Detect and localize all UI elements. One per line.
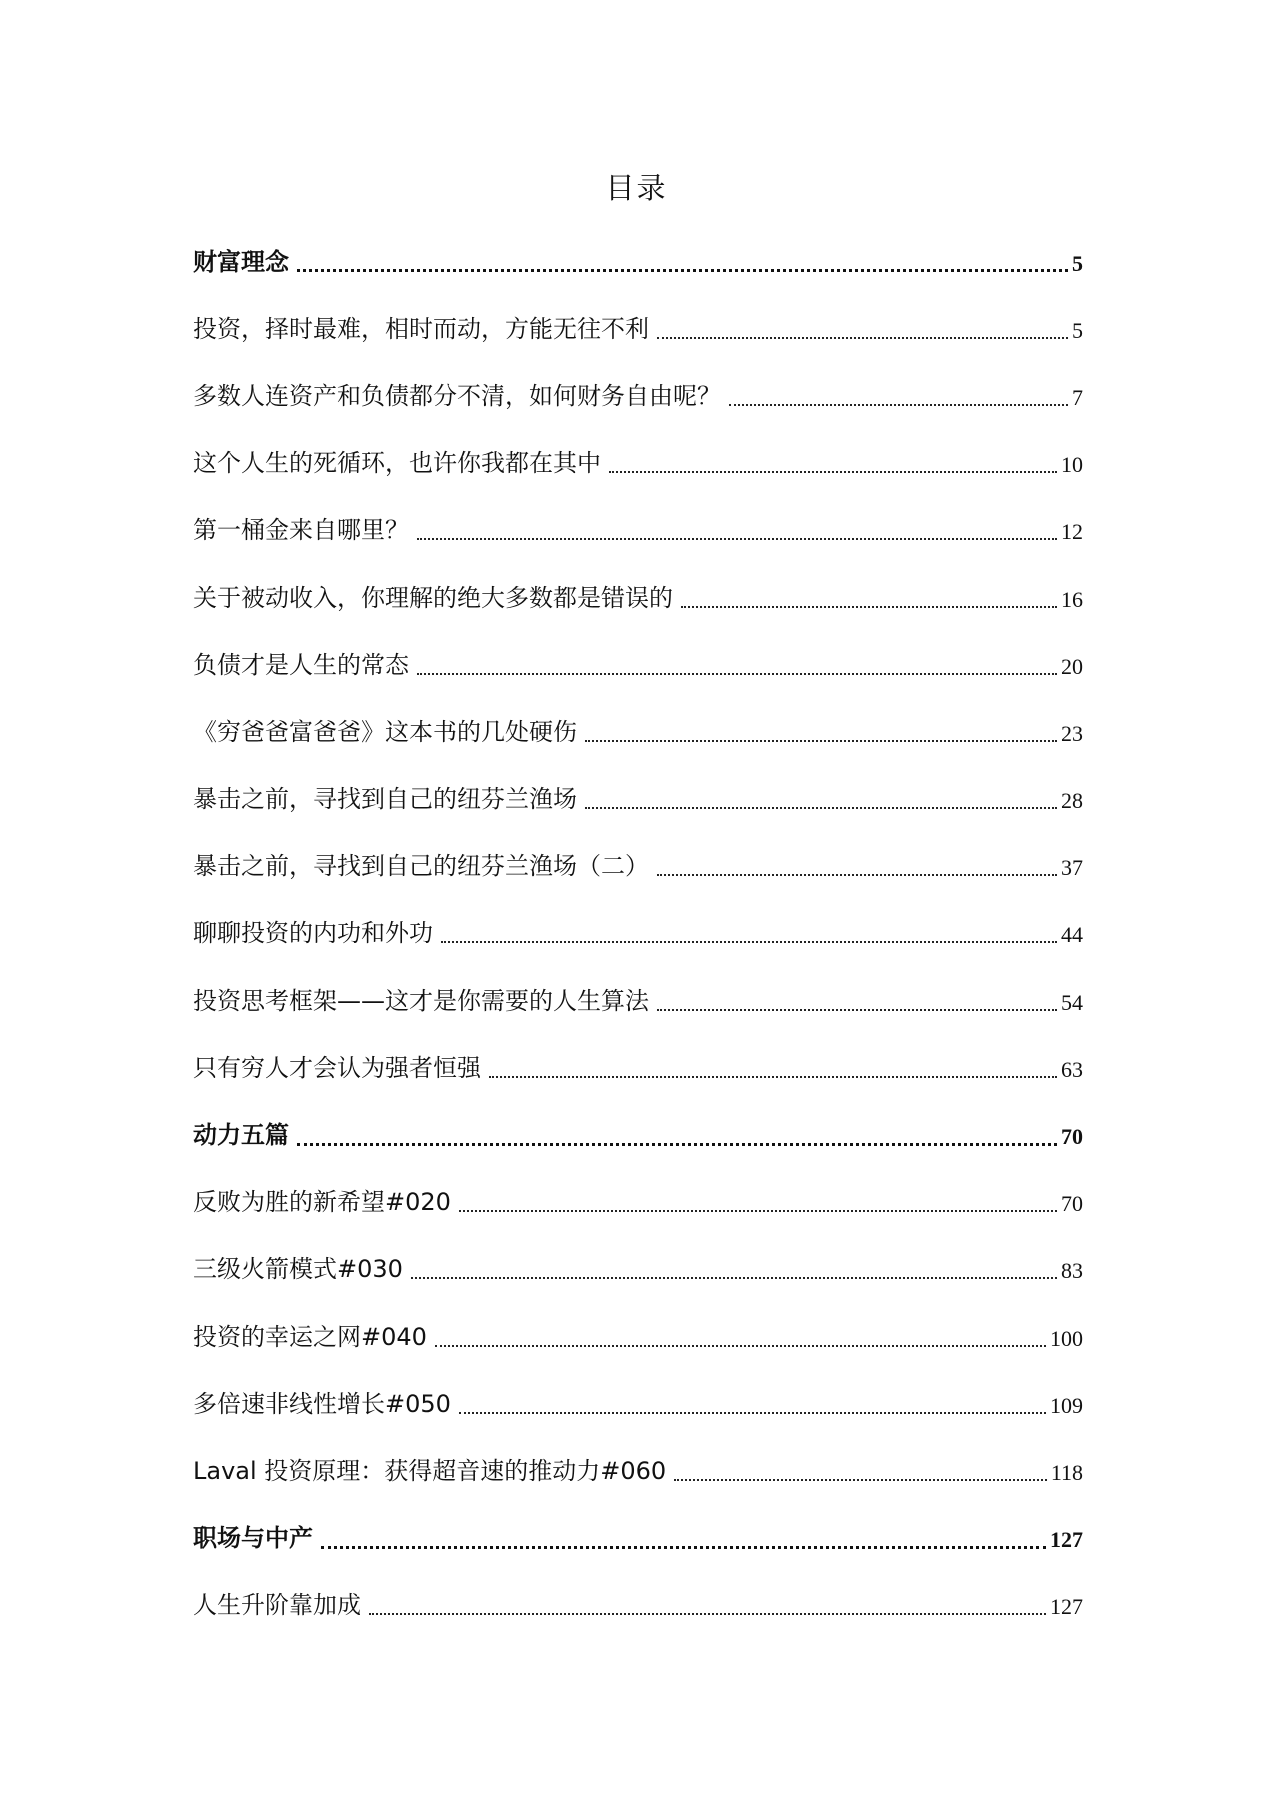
toc-entry-title: 只有穷人才会认为强者恒强 xyxy=(193,1053,481,1082)
toc-page-number: 54 xyxy=(1061,989,1083,1015)
dot-leader xyxy=(411,1277,1057,1279)
toc-page-number: 109 xyxy=(1050,1392,1083,1418)
toc-entry[interactable] xyxy=(193,430,1083,497)
toc-entry[interactable] xyxy=(193,362,1083,429)
toc-entry-title: 暴击之前，寻找到自己的纽芬兰渔场 xyxy=(193,785,577,814)
dot-leader xyxy=(321,1546,1046,1549)
dot-leader xyxy=(417,673,1057,675)
toc-entry[interactable] xyxy=(193,1437,1083,1504)
table-of-contents xyxy=(193,228,1083,1639)
toc-page-number: 118 xyxy=(1050,1459,1083,1485)
toc-page-number: 23 xyxy=(1061,720,1083,746)
toc-entry-title: 反败为胜的新希望#020 xyxy=(193,1188,451,1217)
dot-leader xyxy=(459,1210,1057,1212)
toc-entry[interactable] xyxy=(193,967,1083,1034)
toc-page-number: 127 xyxy=(1050,1594,1083,1620)
toc-entry[interactable] xyxy=(193,698,1083,765)
toc-entry-title: 投资，择时最难，相时而动，方能无往不利 xyxy=(193,314,649,343)
toc-page-number: 20 xyxy=(1061,653,1083,679)
dot-leader xyxy=(585,807,1057,809)
toc-entry[interactable] xyxy=(193,1370,1083,1437)
toc-page-number: 100 xyxy=(1050,1325,1083,1351)
toc-entry-title: 投资思考框架——这才是你需要的人生算法 xyxy=(193,986,649,1015)
toc-entry[interactable] xyxy=(193,1303,1083,1370)
toc-page-number: 37 xyxy=(1061,855,1083,881)
dot-leader xyxy=(459,1412,1046,1414)
dot-leader xyxy=(609,471,1057,473)
toc-entry-title: 人生升阶靠加成 xyxy=(193,1591,361,1620)
toc-page-number: 28 xyxy=(1061,788,1083,814)
toc-entry-title: 多倍速非线性增长#050 xyxy=(193,1389,451,1418)
toc-entry-title: 动力五篇 xyxy=(193,1121,289,1150)
toc-page-number: 16 xyxy=(1061,586,1083,612)
toc-entry[interactable] xyxy=(193,1236,1083,1303)
toc-entry-title: 负债才是人生的常态 xyxy=(193,650,409,679)
toc-entry-title: 三级火箭模式#030 xyxy=(193,1255,403,1284)
toc-entry[interactable] xyxy=(193,497,1083,564)
toc-entry[interactable] xyxy=(193,900,1083,967)
dot-leader xyxy=(297,269,1068,272)
toc-section-heading[interactable] xyxy=(193,1101,1083,1168)
dot-leader xyxy=(435,1345,1046,1347)
dot-leader xyxy=(657,337,1068,339)
page-title: 目录 xyxy=(605,171,668,205)
toc-entry-title: 《穷爸爸富爸爸》这本书的几处硬伤 xyxy=(193,717,577,746)
toc-entry-title: 暴击之前，寻找到自己的纽芬兰渔场（二） xyxy=(193,852,649,881)
toc-page-number: 70 xyxy=(1061,1124,1083,1150)
dot-leader xyxy=(489,1076,1057,1078)
dot-leader xyxy=(417,538,1057,540)
toc-page-number: 10 xyxy=(1061,452,1083,478)
toc-entry-title: 这个人生的死循环，也许你我都在其中 xyxy=(193,449,601,478)
toc-entry[interactable] xyxy=(193,295,1083,362)
toc-page-number: 7 xyxy=(1072,384,1083,410)
toc-entry-title: 第一桶金来自哪里？ xyxy=(193,516,409,545)
dot-leader xyxy=(441,941,1057,943)
toc-entry-title: 关于被动收入，你理解的绝大多数都是错误的 xyxy=(193,583,673,612)
toc-entry[interactable] xyxy=(193,564,1083,631)
dot-leader xyxy=(657,874,1057,876)
toc-entry-title: 聊聊投资的内功和外功 xyxy=(193,919,433,948)
dot-leader xyxy=(657,1009,1057,1011)
toc-entry[interactable] xyxy=(193,833,1083,900)
dot-leader xyxy=(585,740,1057,742)
toc-page-number: 12 xyxy=(1061,519,1083,545)
toc-entry[interactable] xyxy=(193,1169,1083,1236)
dot-leader xyxy=(674,1479,1047,1481)
toc-entry[interactable] xyxy=(193,1034,1083,1101)
toc-entry-title: 投资的幸运之网#040 xyxy=(193,1322,427,1351)
toc-entry-title: 职场与中产 xyxy=(193,1524,313,1553)
toc-page-number: 127 xyxy=(1050,1527,1083,1553)
toc-page-number: 5 xyxy=(1072,250,1083,276)
toc-page-number: 70 xyxy=(1061,1191,1083,1217)
toc-entry[interactable] xyxy=(193,631,1083,698)
toc-entry-title: 多数人连资产和负债都分不清，如何财务自由呢？ xyxy=(193,381,721,410)
toc-entry[interactable] xyxy=(193,766,1083,833)
dot-leader xyxy=(297,1143,1057,1146)
toc-entry-title: 财富理念 xyxy=(193,247,289,276)
toc-entry[interactable] xyxy=(193,1572,1083,1639)
toc-section-heading[interactable] xyxy=(193,228,1083,295)
toc-page-number: 83 xyxy=(1061,1258,1083,1284)
dot-leader xyxy=(681,606,1057,608)
dot-leader xyxy=(369,1613,1046,1615)
dot-leader xyxy=(729,404,1068,406)
toc-entry-title: Laval 投资原理：获得超音速的推动力#060 xyxy=(193,1456,667,1485)
toc-page-number: 44 xyxy=(1061,922,1083,948)
toc-page-number: 63 xyxy=(1061,1056,1083,1082)
toc-section-heading[interactable] xyxy=(193,1505,1083,1572)
toc-page-number: 5 xyxy=(1072,317,1083,343)
